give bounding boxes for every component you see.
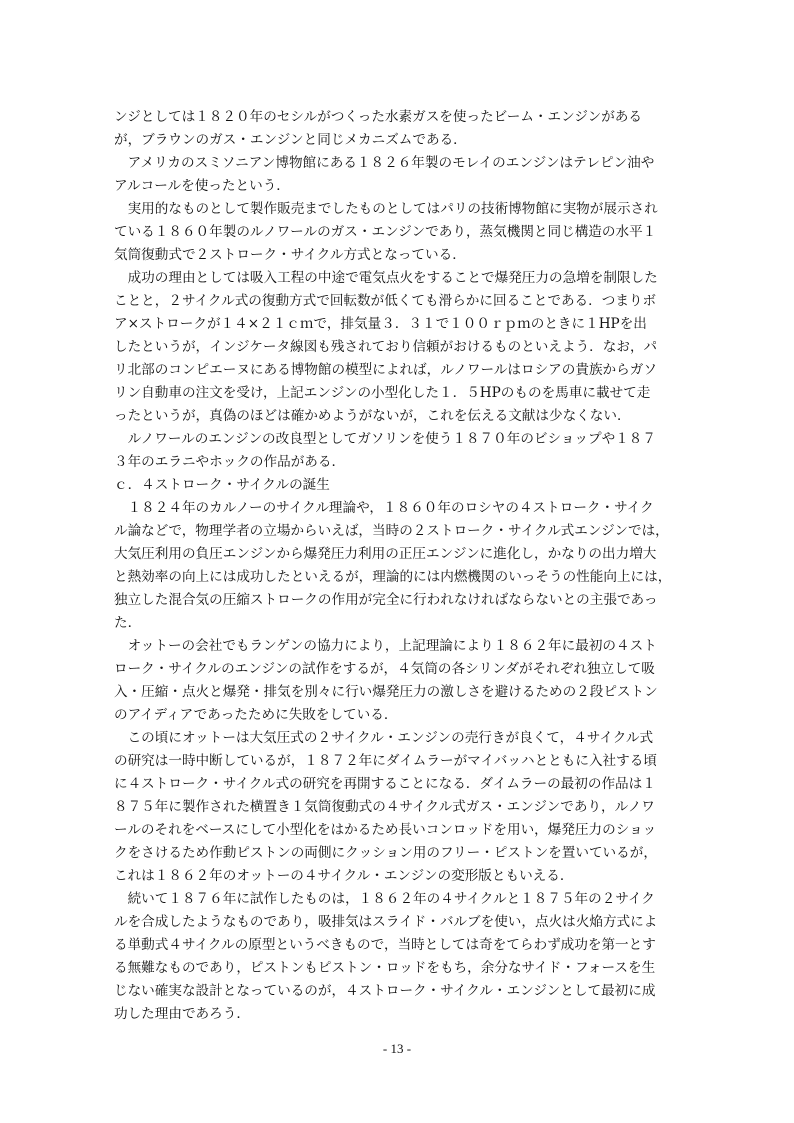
text-line: オットーの会社でもランゲンの協力により，上記理論により１８６２年に最初の４スト bbox=[114, 638, 657, 654]
text-line: ことと，２サイクル式の復動方式で回転数が低くても滑らかに回ることである．つまりボ bbox=[114, 293, 657, 309]
text-line: 入・圧縮・点火と爆発・排気を別々に行い爆発圧力の激しさを避けるための２段ピストン bbox=[114, 684, 658, 700]
text-line: ルノワールのエンジンの改良型としてガソリンを使う１８７０年のビショップや１８７ bbox=[114, 431, 656, 447]
text-line: ている１８６０年製のルノワールのガス・エンジンであり，蒸気機関と同じ構造の水平１ bbox=[114, 224, 657, 240]
text-line: 成功の理由としては吸入工程の中途で電気点火をすることで爆発圧力の急増を制限した bbox=[114, 270, 658, 286]
text-line: ｃ．４ストローク・サイクルの誕生 bbox=[114, 477, 330, 493]
text-line: じない確実な設計となっているのが，４ストローク・サイクル・エンジンとして最初に成 bbox=[114, 983, 656, 999]
text-line: １８２４年のカルノーのサイクル理論や，１８６０年のロシヤの４ストローク・サイク bbox=[114, 500, 654, 516]
text-line: リ北部のコンピエーヌにある博物館の模型によれば，ルノワールはロシアの貴族からガソ bbox=[114, 362, 657, 378]
text-line: アルコールを使ったという． bbox=[114, 178, 290, 194]
text-line: ３年のエラニやホックの作品がある． bbox=[114, 454, 346, 470]
text-line: 大気圧利用の負圧エンジンから爆発圧力利用の正圧エンジンに進化し，かなりの出力増大 bbox=[114, 546, 657, 562]
text-line: 独立した混合気の圧縮ストロークの作用が完全に行われなければならないとの主張であっ bbox=[114, 592, 658, 608]
text-line: ローク・サイクルのエンジンの試作をするが，４気筒の各シリンダがそれぞれ独立して吸 bbox=[114, 661, 655, 677]
text-line: 功した理由であろう． bbox=[114, 1006, 250, 1022]
text-line: ールのそれをベースにして小型化をはかるため長いコンロッドを用い，爆発圧力のショッ bbox=[114, 822, 657, 838]
text-line: のアイディアであったために失敗をしている． bbox=[114, 707, 398, 723]
text-line: したというが，インジケータ線図も残されており信頼がおけるものといえよう．なお，パ bbox=[114, 339, 658, 355]
text-line: 実用的なものとして製作販売までしたものとしてはパリの技術博物館に実物が展示され bbox=[114, 201, 658, 217]
text-line: 気筒復動式で２ストローク・サイクル方式となっている． bbox=[114, 247, 466, 263]
text-line: これは１８６２年のオットーの４サイクル・エンジンの変形版ともいえる． bbox=[114, 868, 574, 884]
text-line: の研究は一時中断しているが，１８７２年にダイムラーがマイバッハとともに入社する頃 bbox=[114, 753, 657, 769]
page-number: - 13 - bbox=[382, 1041, 412, 1056]
text-line: が，ブラウンのガス・エンジンと同じメカニズムである． bbox=[114, 132, 467, 148]
text-line: この頃にオットーは大気圧式の２サイクル・エンジンの売行きが良くて，４サイクル式 bbox=[114, 730, 654, 746]
text-line: る単動式４サイクルの原型というべきもので，当時としては奇をてらわず成功を第一とす bbox=[114, 937, 656, 953]
body-text bbox=[114, 106, 684, 1026]
text-line: ルを合成したようなものであり，吸排気はスライド・バルブを使い，点火は火焔方式によ bbox=[114, 914, 658, 930]
text-line: アメリカのスミソニアン博物館にある１８２６年製のモレイのエンジンはテレピン油や bbox=[114, 155, 655, 171]
text-line: ８７５年に製作された横置き１気筒復動式の４サイクル式ガス・エンジンであり，ルノワ bbox=[114, 799, 655, 815]
text-line: クをさけるため作動ピストンの両側にクッション用のフリー・ピストンを置いているが， bbox=[114, 845, 657, 861]
text-line: ア×ストロークが１４×２１ｃｍで，排気量３．３１で１００ｒｐｍのときに１HPを出 bbox=[114, 316, 647, 332]
text-line: ル論などで，物理学者の立場からいえば，当時の２ストローク・サイクル式エンジンでは， bbox=[114, 523, 669, 539]
text-line: る無難なものであり，ピストンもピストン・ロッドをもち，余分なサイド・フォースを生 bbox=[114, 960, 656, 976]
text-line: に４ストローク・サイクル式の研究を再開することになる．ダイムラーの最初の作品は１ bbox=[114, 776, 656, 792]
text-line: ンジとしては１８２０年のセシルがつくった水素ガスを使ったビーム・エンジンがある bbox=[114, 109, 642, 125]
text-line: た． bbox=[114, 615, 142, 631]
text-line: ったというが，真偽のほどは確かめようがないが，これを伝える文献は少なくない． bbox=[114, 408, 631, 424]
text-line: リン自動車の注文を受け，上記エンジンの小型化した１．５HPのものを馬車に載せて走 bbox=[114, 385, 651, 401]
text-line: 続いて１８７６年に試作したものは，１８６２年の４サイクルと１８７５年の２サイク bbox=[114, 891, 655, 907]
text-line: と熱効率の向上には成功したといえるが，理論的には内燃機関のいっそうの性能向上には， bbox=[114, 569, 672, 585]
